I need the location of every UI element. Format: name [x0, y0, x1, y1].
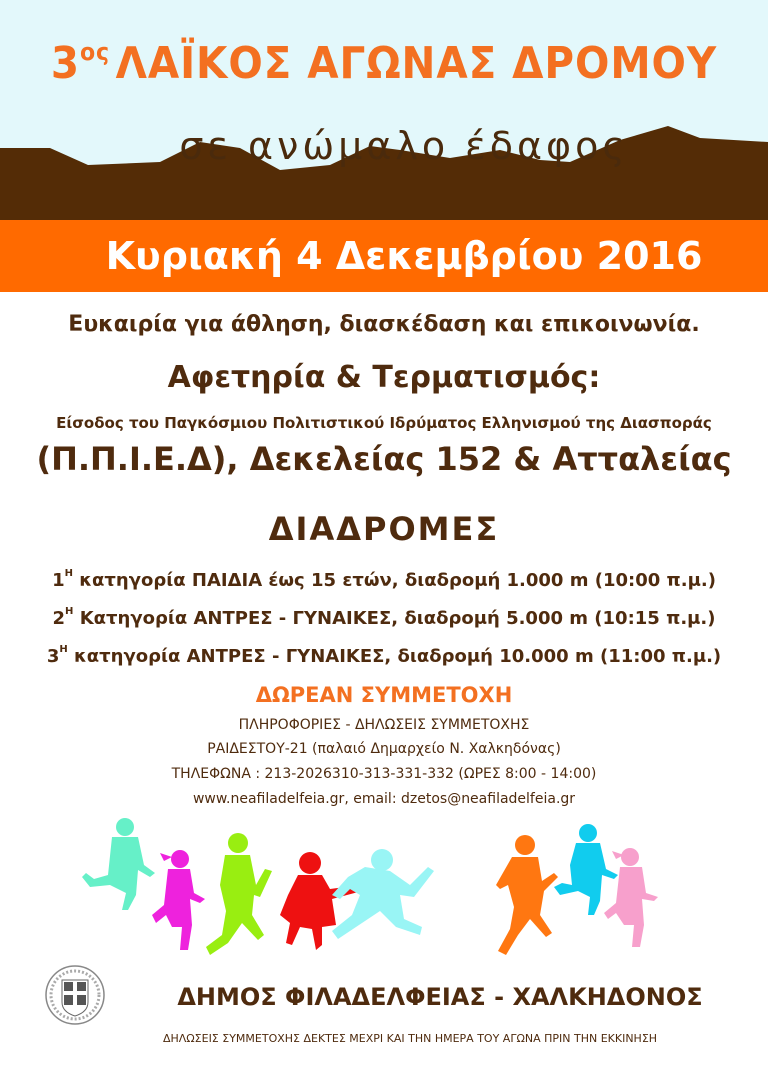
title-text: ΛΑΪΚΟΣ ΑΓΩΝΑΣ ΔΡΟΜΟΥ	[115, 38, 718, 89]
runner-icon	[554, 824, 618, 915]
edition-number: 3	[50, 38, 80, 89]
running-children-illustration	[60, 815, 680, 960]
route-ordinal-suffix: Η	[64, 568, 73, 579]
info-heading: ΠΛΗΡΟΦΟΡΙΕΣ - ΔΗΛΩΣΕΙΣ ΣΥΜΜΕΤΟΧΗΣ	[238, 717, 530, 733]
registration-note: ΔΗΛΩΣΕΙΣ ΣΥΜΜΕΤΟΧΗΣ ΔΕΚΤΕΣ ΜΕΧΡΙ ΚΑΙ ΤΗΝ ΗΜΕΡΑ ΤΟΥ ΑΓΩΝΑ ΠΡΙΝ ΤΗΝ ΕΚΚΙΝΗΣΗ	[162, 1032, 658, 1045]
runner-icon	[152, 850, 205, 950]
route-ordinal: 1	[52, 570, 65, 591]
routes-heading: ΔΙΑΔΡΟΜΕΣ	[268, 510, 500, 548]
event-title	[31, 38, 738, 89]
event-subtitle: σε ανώμαλο έδαφος	[179, 124, 629, 168]
free-entry-label: ΔΩΡΕΑΝ ΣΥΜΜΕΤΟΧΗ	[255, 683, 513, 707]
coat-of-arms-icon	[44, 964, 106, 1026]
address-line-2: (Π.Π.Ι.Ε.Δ), Δεκελείας 152 & Ατταλείας	[36, 440, 732, 478]
date-banner: Κυριακή 4 Δεκεμβρίου 2016	[0, 220, 768, 292]
opportunity-text: Ευκαιρία για άθληση, διασκέδαση και επικοινωνία.	[68, 312, 700, 337]
route-ordinal: 3	[46, 646, 60, 667]
info-phones: ΤΗΛΕΦΩΝΑ : 213-2026310-313-331-332 (ΩΡΕΣ 8:00 - 14:00)	[171, 766, 597, 782]
route-item	[0, 606, 768, 629]
runner-icon	[496, 835, 558, 955]
address-line-1: Είσοδος του Παγκόσμιου Πολιτιστικού Ιδρύματος Ελληνισμού της Διασποράς	[56, 414, 712, 432]
start-finish-heading: Αφετηρία & Τερματισμός:	[167, 360, 601, 395]
runner-icon	[604, 848, 658, 947]
route-ordinal: 2	[52, 608, 66, 629]
municipality-name: ΔΗΜΟΣ ΦΙΛΑΔΕΛΦΕΙΑΣ - ΧΑΛΚΗΔΟΝΟΣ	[177, 983, 703, 1011]
runner-icon	[280, 852, 362, 950]
route-text: κατηγορία ΠΑΙΔΙΑ έως 15 ετών, διαδρομή 1.000 m (10:00 π.μ.)	[79, 570, 716, 591]
route-ordinal-suffix: Η	[59, 644, 68, 655]
route-text: κατηγορία ΑΝΤΡΕΣ - ΓΥΝΑΙΚΕΣ, διαδρομή 10.000 m (11:00 π.μ.)	[74, 646, 722, 667]
route-item	[0, 644, 768, 667]
info-location: ΡΑΙΔΕΣΤΟΥ-21 (παλαιό Δημαρχείο Ν. Χαλκηδόνας)	[207, 741, 561, 757]
route-item	[0, 568, 768, 591]
info-web-email: www.neafiladelfeia.gr, email: dzetos@neafiladelfeia.gr	[192, 791, 576, 807]
route-text: Κατηγορία ΑΝΤΡΕΣ - ΓΥΝΑΙΚΕΣ, διαδρομή 5.000 m (10:15 π.μ.)	[79, 608, 716, 629]
route-ordinal-suffix: Η	[65, 606, 74, 617]
runner-icon	[82, 818, 155, 910]
edition-suffix: ος	[79, 38, 111, 66]
runner-icon	[206, 833, 272, 955]
